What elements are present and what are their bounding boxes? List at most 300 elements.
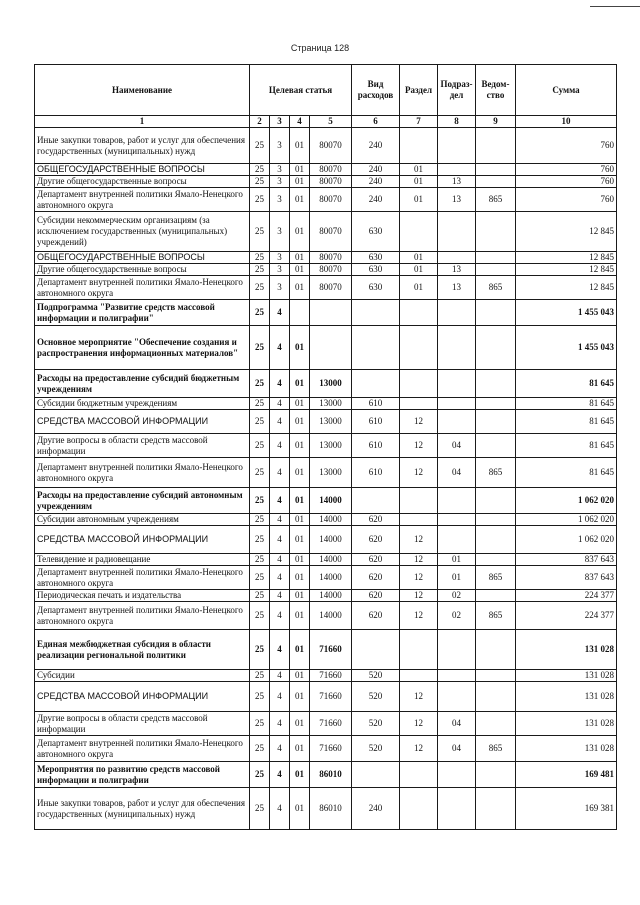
column-number: 2 xyxy=(250,116,270,128)
target-code-2: 4 xyxy=(270,630,290,670)
section: 12 xyxy=(400,410,438,434)
expense-type: 620 xyxy=(352,602,400,630)
expense-type: 620 xyxy=(352,590,400,602)
expense-type: 610 xyxy=(352,410,400,434)
amount: 1 455 043 xyxy=(516,326,617,370)
section: 01 xyxy=(400,264,438,276)
column-number: 7 xyxy=(400,116,438,128)
row-name: Субсидии бюджетным учреждениям xyxy=(35,398,250,410)
target-code-2: 3 xyxy=(270,252,290,264)
amount: 131 028 xyxy=(516,670,617,682)
target-code-4: 71660 xyxy=(310,736,352,762)
subsection xyxy=(438,164,476,176)
department xyxy=(476,326,516,370)
table-row xyxy=(35,252,617,264)
target-code-1: 25 xyxy=(250,514,270,526)
target-code-3: 01 xyxy=(290,398,310,410)
subsection: 04 xyxy=(438,458,476,488)
target-code-4: 13000 xyxy=(310,398,352,410)
target-code-2: 4 xyxy=(270,670,290,682)
target-code-1: 25 xyxy=(250,176,270,188)
target-code-1: 25 xyxy=(250,252,270,264)
target-code-1: 25 xyxy=(250,212,270,252)
amount: 837 643 xyxy=(516,554,617,566)
expense-type: 520 xyxy=(352,736,400,762)
target-code-3: 01 xyxy=(290,252,310,264)
target-code-3: 01 xyxy=(290,712,310,736)
header-subsection: Подраз-дел xyxy=(438,65,476,116)
subsection xyxy=(438,788,476,830)
target-code-3: 01 xyxy=(290,630,310,670)
target-code-4: 80070 xyxy=(310,188,352,212)
target-code-4: 14000 xyxy=(310,488,352,514)
target-code-3: 01 xyxy=(290,212,310,252)
target-code-1: 25 xyxy=(250,370,270,398)
target-code-1: 25 xyxy=(250,762,270,788)
target-code-3: 01 xyxy=(290,410,310,434)
target-code-2: 4 xyxy=(270,566,290,590)
section xyxy=(400,762,438,788)
expense-type: 630 xyxy=(352,212,400,252)
header-row xyxy=(35,65,617,116)
subsection xyxy=(438,212,476,252)
target-code-4: 80070 xyxy=(310,128,352,164)
target-code-2: 4 xyxy=(270,682,290,712)
department xyxy=(476,630,516,670)
section xyxy=(400,300,438,326)
department xyxy=(476,434,516,458)
target-code-4: 14000 xyxy=(310,602,352,630)
target-code-3: 01 xyxy=(290,526,310,554)
target-code-2: 4 xyxy=(270,434,290,458)
department xyxy=(476,128,516,164)
section: 12 xyxy=(400,566,438,590)
target-code-3 xyxy=(290,300,310,326)
subsection: 13 xyxy=(438,188,476,212)
table-row xyxy=(35,488,617,514)
department xyxy=(476,682,516,712)
amount: 131 028 xyxy=(516,712,617,736)
target-code-3: 01 xyxy=(290,176,310,188)
expense-type: 520 xyxy=(352,712,400,736)
amount: 131 028 xyxy=(516,682,617,712)
section: 12 xyxy=(400,602,438,630)
table-row xyxy=(35,554,617,566)
amount: 224 377 xyxy=(516,602,617,630)
amount: 224 377 xyxy=(516,590,617,602)
target-code-1: 25 xyxy=(250,590,270,602)
subsection xyxy=(438,630,476,670)
section: 12 xyxy=(400,434,438,458)
section: 12 xyxy=(400,712,438,736)
target-code-3: 01 xyxy=(290,264,310,276)
table-row xyxy=(35,164,617,176)
department xyxy=(476,514,516,526)
target-code-3: 01 xyxy=(290,590,310,602)
target-code-3: 01 xyxy=(290,488,310,514)
target-code-3: 01 xyxy=(290,164,310,176)
target-code-2: 4 xyxy=(270,526,290,554)
target-code-4: 80070 xyxy=(310,176,352,188)
section: 12 xyxy=(400,526,438,554)
target-code-1: 25 xyxy=(250,788,270,830)
target-code-2: 3 xyxy=(270,164,290,176)
target-code-2: 3 xyxy=(270,128,290,164)
row-name: Иные закупки товаров, работ и услуг для обеспечения государственных (муниципальных) нужд xyxy=(35,788,250,830)
target-code-4: 14000 xyxy=(310,554,352,566)
target-code-1: 25 xyxy=(250,276,270,300)
row-name: Департамент внутренней политики Ямало-Ненецкого автономного округа xyxy=(35,188,250,212)
target-code-1: 25 xyxy=(250,398,270,410)
section xyxy=(400,788,438,830)
row-name: Субсидии xyxy=(35,670,250,682)
table-row xyxy=(35,398,617,410)
section xyxy=(400,370,438,398)
expense-type: 630 xyxy=(352,264,400,276)
expense-type: 240 xyxy=(352,164,400,176)
target-code-3: 01 xyxy=(290,736,310,762)
table-row xyxy=(35,788,617,830)
subsection xyxy=(438,514,476,526)
column-number: 9 xyxy=(476,116,516,128)
subsection xyxy=(438,300,476,326)
section: 12 xyxy=(400,590,438,602)
amount: 1 062 020 xyxy=(516,488,617,514)
target-code-4: 13000 xyxy=(310,458,352,488)
row-name: Субсидии автономным учреждениям xyxy=(35,514,250,526)
amount: 12 845 xyxy=(516,212,617,252)
column-number: 3 xyxy=(270,116,290,128)
column-number: 8 xyxy=(438,116,476,128)
target-code-4: 13000 xyxy=(310,434,352,458)
table-row xyxy=(35,276,617,300)
expense-type xyxy=(352,488,400,514)
table-row xyxy=(35,630,617,670)
section xyxy=(400,398,438,410)
target-code-4: 14000 xyxy=(310,590,352,602)
expense-type xyxy=(352,326,400,370)
amount: 1 062 020 xyxy=(516,514,617,526)
row-name: Расходы на предоставление субсидий автономным учреждениям xyxy=(35,488,250,514)
target-code-1: 25 xyxy=(250,670,270,682)
department xyxy=(476,554,516,566)
target-code-4: 14000 xyxy=(310,526,352,554)
expense-type: 520 xyxy=(352,670,400,682)
amount: 12 845 xyxy=(516,264,617,276)
target-code-4: 80070 xyxy=(310,264,352,276)
department xyxy=(476,712,516,736)
column-number: 10 xyxy=(516,116,617,128)
target-code-3: 01 xyxy=(290,602,310,630)
amount: 760 xyxy=(516,188,617,212)
target-code-2: 4 xyxy=(270,788,290,830)
expense-type: 240 xyxy=(352,176,400,188)
row-name: Департамент внутренней политики Ямало-Ненецкого автономного округа xyxy=(35,458,250,488)
target-code-1: 25 xyxy=(250,264,270,276)
amount: 760 xyxy=(516,164,617,176)
department xyxy=(476,264,516,276)
amount: 81 645 xyxy=(516,370,617,398)
amount: 81 645 xyxy=(516,398,617,410)
subsection xyxy=(438,252,476,264)
subsection xyxy=(438,526,476,554)
department xyxy=(476,300,516,326)
table-row xyxy=(35,590,617,602)
target-code-1: 25 xyxy=(250,736,270,762)
target-code-4: 86010 xyxy=(310,788,352,830)
row-name: Другие общегосударственные вопросы xyxy=(35,176,250,188)
department xyxy=(476,788,516,830)
department xyxy=(476,252,516,264)
target-code-4: 71660 xyxy=(310,712,352,736)
row-name: Другие вопросы в области средств массовой информации xyxy=(35,434,250,458)
target-code-2: 4 xyxy=(270,712,290,736)
section: 12 xyxy=(400,682,438,712)
column-number: 6 xyxy=(352,116,400,128)
target-code-1: 25 xyxy=(250,712,270,736)
row-name: Департамент внутренней политики Ямало-Ненецкого автономного округа xyxy=(35,602,250,630)
target-code-1: 25 xyxy=(250,188,270,212)
department xyxy=(476,176,516,188)
subsection: 13 xyxy=(438,264,476,276)
target-code-2: 4 xyxy=(270,458,290,488)
expense-type: 610 xyxy=(352,434,400,458)
department xyxy=(476,488,516,514)
row-name: Расходы на предоставление субсидий бюджетным учреждениям xyxy=(35,370,250,398)
table-row xyxy=(35,434,617,458)
table-row xyxy=(35,602,617,630)
section xyxy=(400,212,438,252)
row-name: Иные закупки товаров, работ и услуг для обеспечения государственных (муниципальных) нужд xyxy=(35,128,250,164)
subsection: 01 xyxy=(438,566,476,590)
target-code-4: 86010 xyxy=(310,762,352,788)
table-row xyxy=(35,514,617,526)
department xyxy=(476,212,516,252)
department: 865 xyxy=(476,188,516,212)
target-code-3: 01 xyxy=(290,788,310,830)
target-code-2: 3 xyxy=(270,176,290,188)
target-code-1: 25 xyxy=(250,410,270,434)
target-code-4: 80070 xyxy=(310,276,352,300)
target-code-2: 3 xyxy=(270,212,290,252)
target-code-1: 25 xyxy=(250,554,270,566)
expense-type xyxy=(352,300,400,326)
target-code-1: 25 xyxy=(250,326,270,370)
target-code-1: 25 xyxy=(250,630,270,670)
subsection xyxy=(438,670,476,682)
target-code-3: 01 xyxy=(290,682,310,712)
column-number-row xyxy=(35,116,617,128)
expense-type: 630 xyxy=(352,252,400,264)
expense-type: 620 xyxy=(352,526,400,554)
department xyxy=(476,410,516,434)
department xyxy=(476,398,516,410)
header-name: Наименование xyxy=(35,65,250,116)
amount: 81 645 xyxy=(516,434,617,458)
subsection xyxy=(438,410,476,434)
header-target-article: Целевая статья xyxy=(250,65,352,116)
section xyxy=(400,630,438,670)
amount: 81 645 xyxy=(516,410,617,434)
section xyxy=(400,670,438,682)
target-code-4: 13000 xyxy=(310,410,352,434)
section: 01 xyxy=(400,188,438,212)
target-code-4: 80070 xyxy=(310,164,352,176)
table-row xyxy=(35,212,617,252)
target-code-3: 01 xyxy=(290,188,310,212)
expense-type: 620 xyxy=(352,514,400,526)
target-code-1: 25 xyxy=(250,434,270,458)
expense-type: 630 xyxy=(352,276,400,300)
row-name: СРЕДСТВА МАССОВОЙ ИНФОРМАЦИИ xyxy=(35,526,250,554)
subsection: 04 xyxy=(438,736,476,762)
department: 865 xyxy=(476,736,516,762)
target-code-4: 14000 xyxy=(310,514,352,526)
target-code-2: 4 xyxy=(270,554,290,566)
section: 12 xyxy=(400,458,438,488)
table-row xyxy=(35,128,617,164)
table-row xyxy=(35,188,617,212)
target-code-3: 01 xyxy=(290,566,310,590)
subsection: 13 xyxy=(438,176,476,188)
subsection: 04 xyxy=(438,434,476,458)
row-name: СРЕДСТВА МАССОВОЙ ИНФОРМАЦИИ xyxy=(35,682,250,712)
target-code-3: 01 xyxy=(290,326,310,370)
table-row xyxy=(35,264,617,276)
expense-type: 520 xyxy=(352,682,400,712)
row-name: Основное мероприятие "Обеспечение создания и распространения информационных материалов" xyxy=(35,326,250,370)
expense-type xyxy=(352,630,400,670)
target-code-2: 4 xyxy=(270,370,290,398)
amount: 837 643 xyxy=(516,566,617,590)
target-code-2: 3 xyxy=(270,264,290,276)
expense-type: 240 xyxy=(352,188,400,212)
section: 12 xyxy=(400,736,438,762)
table-row xyxy=(35,300,617,326)
amount: 169 481 xyxy=(516,762,617,788)
section xyxy=(400,514,438,526)
target-code-4 xyxy=(310,326,352,370)
subsection: 02 xyxy=(438,590,476,602)
row-name: Мероприятия по развитию средств массовой информации и полиграфии xyxy=(35,762,250,788)
target-code-2: 4 xyxy=(270,602,290,630)
expense-type: 620 xyxy=(352,554,400,566)
amount: 1 062 020 xyxy=(516,526,617,554)
target-code-1: 25 xyxy=(250,128,270,164)
target-code-1: 25 xyxy=(250,566,270,590)
row-name: Единая межбюджетная субсидия в области реализации региональной политики xyxy=(35,630,250,670)
target-code-1: 25 xyxy=(250,682,270,712)
row-name: Департамент внутренней политики Ямало-Ненецкого автономного округа xyxy=(35,736,250,762)
subsection: 04 xyxy=(438,712,476,736)
department xyxy=(476,762,516,788)
target-code-2: 4 xyxy=(270,326,290,370)
row-name: Субсидии некоммерческим организациям (за исключением государственных (муниципальных) учреждений) xyxy=(35,212,250,252)
target-code-2: 4 xyxy=(270,590,290,602)
subsection xyxy=(438,762,476,788)
target-code-1: 25 xyxy=(250,488,270,514)
target-code-3: 01 xyxy=(290,370,310,398)
row-name: Департамент внутренней политики Ямало-Ненецкого автономного округа xyxy=(35,566,250,590)
column-number: 1 xyxy=(35,116,250,128)
amount: 12 845 xyxy=(516,252,617,264)
department: 865 xyxy=(476,276,516,300)
row-name: Департамент внутренней политики Ямало-Ненецкого автономного округа xyxy=(35,276,250,300)
row-name: Телевидение и радиовещание xyxy=(35,554,250,566)
target-code-2: 4 xyxy=(270,410,290,434)
table-row xyxy=(35,370,617,398)
department xyxy=(476,370,516,398)
target-code-3: 01 xyxy=(290,128,310,164)
target-code-3: 01 xyxy=(290,458,310,488)
department xyxy=(476,590,516,602)
amount: 169 381 xyxy=(516,788,617,830)
table-row xyxy=(35,762,617,788)
subsection xyxy=(438,326,476,370)
budget-table xyxy=(34,64,617,830)
subsection xyxy=(438,488,476,514)
table-row xyxy=(35,566,617,590)
table-row xyxy=(35,526,617,554)
subsection xyxy=(438,398,476,410)
target-code-1: 25 xyxy=(250,300,270,326)
department xyxy=(476,670,516,682)
target-code-3: 01 xyxy=(290,670,310,682)
target-code-3: 01 xyxy=(290,434,310,458)
target-code-4: 71660 xyxy=(310,670,352,682)
target-code-3: 01 xyxy=(290,514,310,526)
expense-type: 620 xyxy=(352,566,400,590)
table-row xyxy=(35,410,617,434)
expense-type xyxy=(352,370,400,398)
amount: 81 645 xyxy=(516,458,617,488)
target-code-1: 25 xyxy=(250,602,270,630)
amount: 12 845 xyxy=(516,276,617,300)
target-code-2: 3 xyxy=(270,276,290,300)
target-code-3: 01 xyxy=(290,762,310,788)
table-row xyxy=(35,682,617,712)
section xyxy=(400,488,438,514)
target-code-2: 3 xyxy=(270,188,290,212)
target-code-2: 4 xyxy=(270,736,290,762)
target-code-4 xyxy=(310,300,352,326)
subsection: 13 xyxy=(438,276,476,300)
amount: 760 xyxy=(516,128,617,164)
department: 865 xyxy=(476,602,516,630)
column-number: 4 xyxy=(290,116,310,128)
column-number: 5 xyxy=(310,116,352,128)
expense-type: 610 xyxy=(352,458,400,488)
table-row xyxy=(35,712,617,736)
header-amount: Сумма xyxy=(516,65,617,116)
table-row xyxy=(35,326,617,370)
table-row xyxy=(35,458,617,488)
target-code-2: 4 xyxy=(270,488,290,514)
target-code-4: 80070 xyxy=(310,252,352,264)
subsection: 02 xyxy=(438,602,476,630)
header-department: Ведом-ство xyxy=(476,65,516,116)
amount: 131 028 xyxy=(516,630,617,670)
target-code-3: 01 xyxy=(290,554,310,566)
target-code-3: 01 xyxy=(290,276,310,300)
section xyxy=(400,326,438,370)
department: 865 xyxy=(476,566,516,590)
target-code-2: 4 xyxy=(270,300,290,326)
target-code-1: 25 xyxy=(250,164,270,176)
page-label: Страница 128 xyxy=(290,43,350,53)
corner-rule xyxy=(590,6,640,7)
section: 01 xyxy=(400,164,438,176)
